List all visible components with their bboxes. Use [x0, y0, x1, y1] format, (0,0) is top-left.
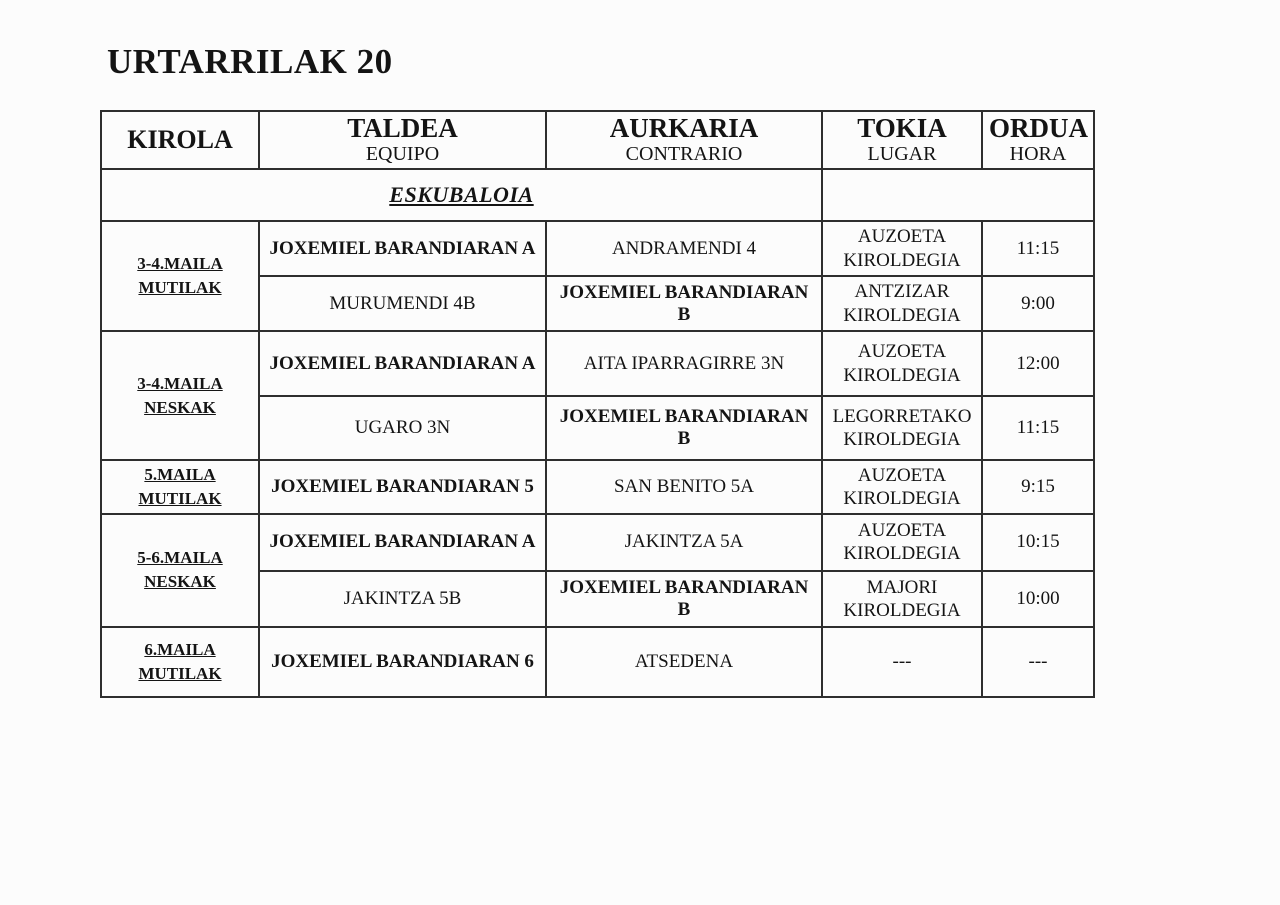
header-label-kirola: KIROLA — [127, 125, 233, 155]
category-cell — [101, 627, 259, 697]
team-cell: JOXEMIEL BARANDIARAN 6 — [259, 627, 546, 697]
team-cell: JOXEMIEL BARANDIARAN 5 — [259, 460, 546, 514]
opponent-cell: JOXEMIEL BARANDIARAN B — [546, 396, 822, 460]
category-label-line1: 5-6.MAILA — [137, 548, 223, 568]
opponent-cell: SAN BENITO 5A — [546, 460, 822, 514]
venue-line1: AUZOETA — [857, 520, 947, 542]
opponent-cell: JAKINTZA 5A — [546, 514, 822, 571]
match-row — [101, 460, 1094, 514]
venue-line2: KIROLDEGIA — [843, 599, 961, 621]
opponent-cell: AITA IPARRAGIRRE 3N — [546, 331, 822, 396]
team-cell: UGARO 3N — [259, 396, 546, 460]
venue-line2: KIROLDEGIA — [843, 304, 961, 326]
venue-line1: LEGORRETAKO — [832, 405, 972, 427]
team-cell: JOXEMIEL BARANDIARAN A — [259, 221, 546, 276]
match-row — [101, 221, 1094, 276]
header-cell-aurkaria — [546, 111, 822, 169]
time-cell: 9:00 — [982, 276, 1094, 331]
time-cell: 9:15 — [982, 460, 1094, 514]
category-label-line2: MUTILAK — [138, 488, 222, 508]
venue-line1: ANTZIZAR — [854, 281, 950, 303]
venue-line1: AUZOETA — [857, 226, 947, 248]
venue-line1: AUZOETA — [857, 341, 947, 363]
header-cell-tokia — [822, 111, 982, 169]
category-cell — [101, 514, 259, 627]
schedule-table — [100, 110, 1095, 698]
venue-line2: KIROLDEGIA — [843, 364, 961, 386]
category-label-line1: 6.MAILA — [144, 639, 216, 659]
venue-line2: KIROLDEGIA — [843, 487, 961, 509]
time-cell: 11:15 — [982, 221, 1094, 276]
category-label-line1: 3-4.MAILA — [137, 254, 223, 274]
opponent-cell: ANDRAMENDI 4 — [546, 221, 822, 276]
venue-cell — [822, 331, 982, 396]
time-cell: 11:15 — [982, 396, 1094, 460]
sport-section-cell — [101, 169, 822, 221]
header-label-taldea: TALDEA — [347, 113, 458, 143]
category-cell — [101, 331, 259, 460]
header-cell-kirola — [101, 111, 259, 169]
time-cell: --- — [982, 627, 1094, 697]
category-label-line2: MUTILAK — [138, 278, 222, 298]
match-row — [101, 331, 1094, 396]
category-label-line1: 5.MAILA — [144, 465, 216, 485]
category-cell — [101, 460, 259, 514]
header-cell-taldea — [259, 111, 546, 169]
header-sublabel-equipo: EQUIPO — [365, 143, 440, 166]
time-cell: 12:00 — [982, 331, 1094, 396]
team-cell: MURUMENDI 4B — [259, 276, 546, 331]
category-cell — [101, 221, 259, 331]
venue-cell — [822, 571, 982, 627]
header-label-aurkaria: AURKARIA — [609, 113, 759, 143]
venue-line2: KIROLDEGIA — [843, 429, 961, 451]
venue-line2: KIROLDEGIA — [843, 543, 961, 565]
category-label-line2: NESKAK — [144, 572, 216, 592]
opponent-cell: ATSEDENA — [546, 627, 822, 697]
venue-line2: KIROLDEGIA — [843, 249, 961, 271]
venue-cell — [822, 514, 982, 571]
header-label-tokia: TOKIA — [857, 113, 947, 143]
table-header-row — [101, 111, 1094, 169]
venue-line1: MAJORI — [866, 576, 938, 598]
venue-cell — [822, 396, 982, 460]
opponent-cell: JOXEMIEL BARANDIARAN B — [546, 571, 822, 627]
team-cell: JAKINTZA 5B — [259, 571, 546, 627]
header-sublabel-contrario: CONTRARIO — [625, 143, 743, 166]
venue-cell — [822, 460, 982, 514]
time-cell: 10:15 — [982, 514, 1094, 571]
category-label-line2: NESKAK — [144, 397, 216, 417]
sport-section-row — [101, 169, 1094, 221]
sport-section-spacer-cell — [822, 169, 1094, 221]
team-cell: JOXEMIEL BARANDIARAN A — [259, 331, 546, 396]
venue-cell — [822, 221, 982, 276]
sport-section-label: ESKUBALOIA — [389, 182, 534, 208]
category-label-line1: 3-4.MAILA — [137, 373, 223, 393]
header-label-ordua: ORDUA — [989, 113, 1088, 143]
time-cell: 10:00 — [982, 571, 1094, 627]
header-sublabel-hora: HORA — [1009, 143, 1067, 166]
header-sublabel-lugar: LUGAR — [867, 143, 937, 166]
venue-line1: AUZOETA — [857, 464, 947, 486]
category-label-line2: MUTILAK — [138, 663, 222, 683]
venue-cell: --- — [822, 627, 982, 697]
venue-cell — [822, 276, 982, 331]
page-title: URTARRILAK 20 — [107, 42, 393, 81]
header-cell-ordua — [982, 111, 1094, 169]
opponent-cell: JOXEMIEL BARANDIARAN B — [546, 276, 822, 331]
team-cell: JOXEMIEL BARANDIARAN A — [259, 514, 546, 571]
match-row — [101, 514, 1094, 571]
match-row — [101, 627, 1094, 697]
